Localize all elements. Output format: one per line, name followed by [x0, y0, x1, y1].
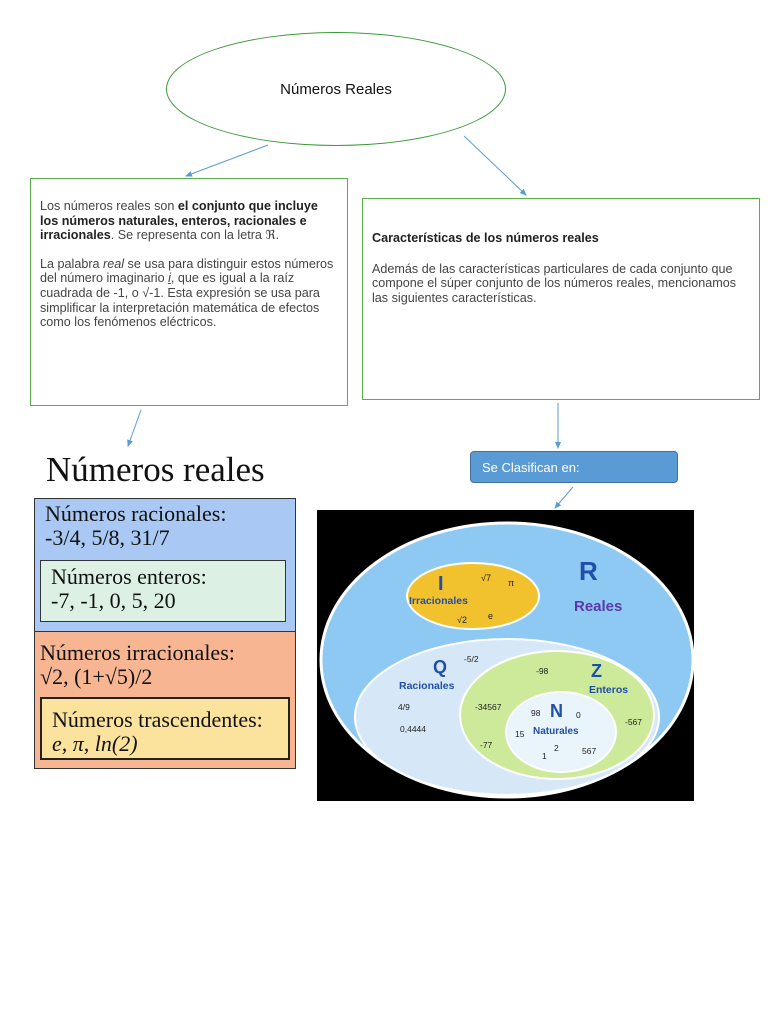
- set-q-element: 0,4444: [400, 724, 426, 734]
- transcendental-examples: e, π, ln(2): [52, 731, 138, 756]
- definition-bold-text: el conjunto que incluye los números naturales, enteros, racionales e irracionales: [40, 199, 318, 243]
- transcendental-numbers-block: [40, 697, 290, 760]
- definition-text-end: , que es igual a la raíz cuadrada de -1, o √-1. Esta expresión se usa para simplificar la interpretación matemática de efectos como los fenómenos eléctricos.: [40, 271, 320, 330]
- arrow-definition-to-sets: [128, 410, 141, 446]
- set-z-element: -98: [536, 666, 549, 676]
- set-i-element: √2: [457, 615, 467, 625]
- definition-paragraph-2: [40, 257, 339, 330]
- title-node-label: Números Reales: [280, 80, 392, 98]
- integer-label: Números enteros:: [51, 564, 207, 589]
- set-i-name: Irracionales: [409, 595, 468, 607]
- definition-paragraph-1: [40, 199, 339, 243]
- set-n-element: 567: [582, 746, 597, 756]
- irrational-label: Números irracionales:: [40, 640, 235, 665]
- set-i-element: π: [508, 578, 515, 588]
- definition-italic-i: i: [168, 271, 171, 286]
- integer-numbers-block: [40, 560, 286, 622]
- characteristics-node: [362, 198, 760, 400]
- transcendental-label: Números trascendentes:: [52, 707, 263, 732]
- set-n-element: 0: [576, 710, 581, 720]
- title-node: [166, 32, 506, 146]
- arrow-title-to-definition: [186, 145, 268, 176]
- integer-examples: -7, -1, 0, 5, 20: [51, 588, 176, 613]
- rational-label: Números racionales:: [45, 501, 227, 526]
- venn-diagram: [317, 510, 694, 801]
- set-q-element: -5/2: [464, 654, 479, 664]
- set-z-letter: Z: [591, 661, 602, 681]
- definition-text: Los números reales son: [40, 199, 178, 213]
- arrow-classify-to-venn: [555, 487, 573, 508]
- set-n-element: 2: [554, 743, 559, 753]
- classify-node: [470, 451, 678, 483]
- classify-node-label: Se Clasifican en:: [482, 460, 580, 475]
- characteristics-body: Además de las características particulares de cada conjunto que compone el súper conjunto de los números reales, mencionamos las siguientes características.: [372, 261, 737, 305]
- venn-svg: [317, 510, 694, 801]
- set-q-name: Racionales: [399, 680, 455, 692]
- rational-examples: -3/4, 5/8, 31/7: [45, 525, 170, 550]
- definition-text-end: . Se representa con la letra ℜ.: [110, 228, 280, 243]
- set-z-element: -77: [480, 740, 493, 750]
- set-n-element: 1: [542, 751, 547, 761]
- sets-figure-title: Números reales: [46, 450, 265, 489]
- arrow-title-to-characteristics: [464, 136, 526, 195]
- set-n-letter: N: [550, 701, 563, 721]
- definition-text: se usa para distinguir estos números del número imaginario: [40, 256, 334, 286]
- set-q-letter: Q: [433, 657, 448, 677]
- set-n-name: Naturales: [533, 726, 579, 737]
- set-n-element: 15: [515, 729, 525, 739]
- set-r-letter: R: [579, 556, 598, 586]
- set-r-name: Reales: [574, 598, 623, 615]
- set-z-element: -567: [625, 717, 643, 727]
- set-i-letter: I: [438, 573, 444, 595]
- set-z-name: Enteros: [589, 684, 629, 696]
- definition-node: [30, 178, 348, 406]
- set-n-element: 98: [531, 708, 541, 718]
- set-z-element: -34567: [475, 702, 502, 712]
- irrational-examples: √2, (1+√5)/2: [40, 664, 153, 689]
- definition-text: La palabra: [40, 256, 104, 271]
- characteristics-heading: Características de los números reales: [372, 231, 599, 245]
- set-i-element: e: [488, 611, 494, 621]
- set-q-element: 4/9: [398, 702, 410, 712]
- definition-italic-real: real: [103, 256, 125, 271]
- set-i-element: √7: [481, 573, 491, 583]
